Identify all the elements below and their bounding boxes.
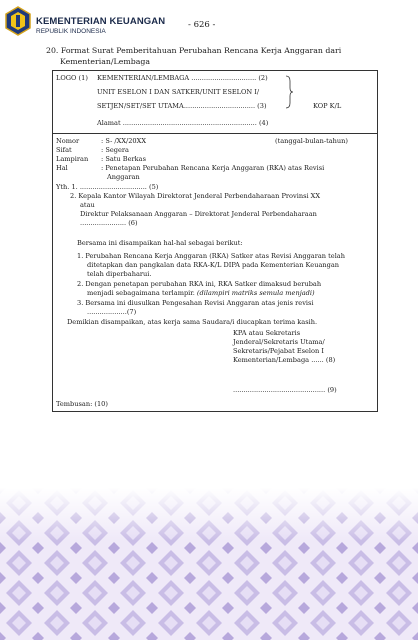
date-placeholder: (tanggal-bulan-tahun) <box>275 137 348 145</box>
point-2-line2 <box>87 289 315 297</box>
signature-line1: KPA atau Sekretaris <box>233 329 301 337</box>
signature-line2: Jenderal/Sekretaris Utama/ <box>233 338 325 346</box>
republic-name: REPUBLIK INDONESIA <box>36 28 106 35</box>
point-2-line1: 2. Dengan penetapan perubahan RKA ini, RKA Satker dimaksud berubah <box>77 280 322 288</box>
point-1-line1: 1. Perubahan Rencana Kerja Anggaran (RKA) Satker atas Revisi Anggaran telah <box>77 252 345 260</box>
closing-text: Demikian disampaikan, atas kerja sama Saudara/i diucapkan terima kasih. <box>67 318 318 326</box>
ministry-emblem-icon <box>4 6 32 36</box>
point-2-text: menjadi sebagaimana terlampir. <box>87 289 195 297</box>
tembusan: Tembusan: (10) <box>56 400 108 408</box>
page-number: - 626 - <box>188 20 216 30</box>
lampiran-label: Lampiran <box>56 155 89 163</box>
unit-line: UNIT ESELON I DAN SATKER/UNIT ESELON I/ <box>97 88 260 96</box>
recipient-1: Yth. 1. ................................ (5) <box>56 183 159 191</box>
point-3-line1: 3. Bersama ini diusulkan Pengesahan Revisi Anggaran atas jenis revisi <box>77 299 314 307</box>
ministry-name: KEMENTERIAN KEUANGAN <box>36 16 166 27</box>
point-1-line3: telah diperbaharui. <box>87 270 152 278</box>
signatory-name: ............................................ (9) <box>233 386 337 394</box>
nomor-label: Nomor <box>56 137 80 145</box>
recipient-director: Direktur Pelaksanaan Anggaran – Direktorat Jenderal Perbendaharaan <box>80 210 317 218</box>
section-title <box>46 46 376 67</box>
letterhead-section <box>53 71 377 134</box>
section-title-line1: 20. Format Surat Pemberitahuan Perubahan Rencana Kerja Anggaran dari <box>46 46 342 55</box>
ministry-line: KEMENTERIAN/LEMBAGA ............................... (2) <box>97 74 268 82</box>
signature-line4: Kementerian/Lembaga ...... (8) <box>233 356 336 364</box>
document-header <box>0 0 418 44</box>
point-3-line2: ...................(7) <box>87 308 137 316</box>
address-line: Alamat ................................................................ (4) <box>97 119 269 127</box>
hal-value-line1: : Penetapan Perubahan Rencana Kerja Anggaran (RKA) atas Revisi <box>101 164 325 172</box>
letter-template-box <box>52 70 378 412</box>
hal-label: Hal <box>56 164 68 172</box>
point-2-note: (dilampiri matriks semula menjadi) <box>196 289 315 297</box>
section-title-line2: Kementerian/Lembaga <box>60 56 150 66</box>
signature-line3: Sekretaris/Pejabat Eselon I <box>233 347 324 355</box>
setjen-line: SETJEN/SET/SET UTAMA.................................. (3) <box>97 102 267 110</box>
hal-value-line2: Anggaran <box>107 173 140 181</box>
recipient-2: 2. Kepala Kantor Wilayah Direktorat Jenderal Perbendaharaan Provinsi XX <box>70 192 321 200</box>
body-intro: Bersama ini disampaikan hal-hal sebagai berikut: <box>77 239 243 247</box>
point-1-line2: ditetapkan dan pangkalan data RKA-K/L DIPA pada Kementerian Keuangan <box>87 261 340 269</box>
curly-brace-icon <box>285 75 293 109</box>
lampiran-value: : Satu Berkas <box>101 155 146 163</box>
kop-label: KOP K/L <box>313 102 342 110</box>
logo-placeholder: LOGO (1) <box>56 74 88 82</box>
sifat-label: Sifat <box>56 146 72 154</box>
recipient-or: atau <box>80 201 95 209</box>
recipient-placeholder: ...................... (6) <box>80 219 138 227</box>
nomor-value: : S- /XX/20XX <box>101 137 147 145</box>
decorative-batik-pattern <box>0 488 418 640</box>
sifat-value: : Segera <box>101 146 129 154</box>
